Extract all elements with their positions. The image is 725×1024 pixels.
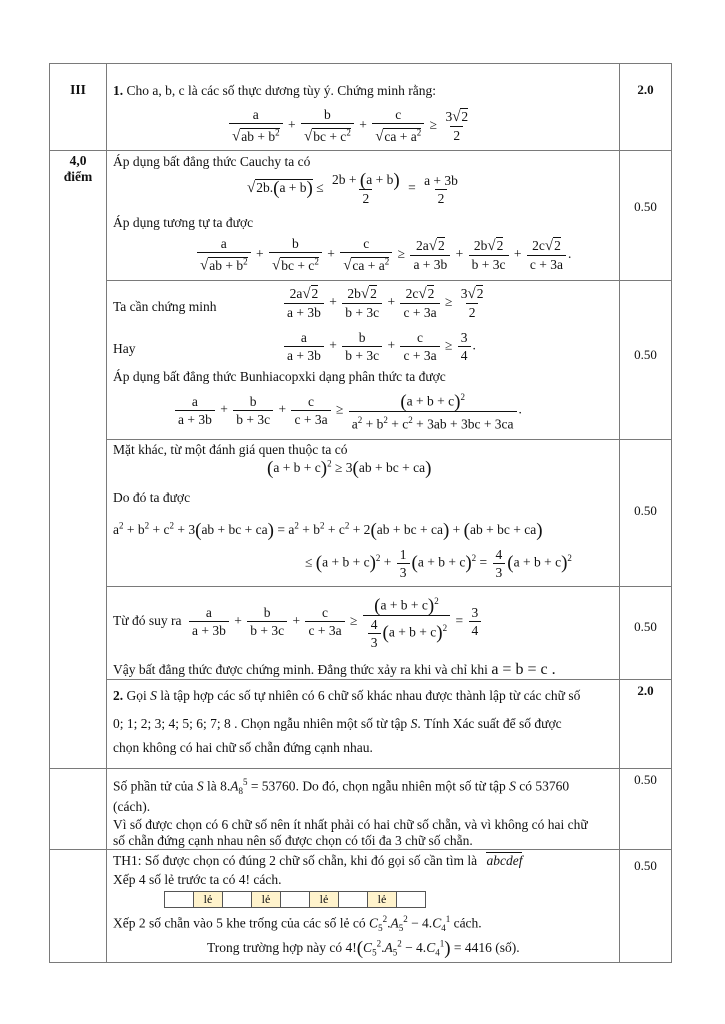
th1-total: Trong trường hợp này có $4!(C_5^2.A_5^2 - 4.C_4^1) = 4416$ (số). <box>207 938 520 959</box>
odd-slots-diagram <box>165 891 426 908</box>
answer-table <box>49 63 672 963</box>
q2-left-empty-cell <box>50 769 107 850</box>
step1-apply: Áp dụng tương tự ta được <box>113 215 254 230</box>
count-unit: (cách). <box>113 799 151 814</box>
slot-empty <box>280 891 310 908</box>
step3-score: 0.50 <box>634 503 657 518</box>
section-roman: III <box>70 82 86 97</box>
step1-score-cell <box>620 151 672 281</box>
step3-doda: Do đó ta được <box>113 490 191 505</box>
points-unit: điểm <box>63 169 93 184</box>
th1-left-empty-cell <box>50 850 107 963</box>
section-number-cell <box>50 64 107 151</box>
q2-prompt-line3: chọn không có hai chữ số chẵn đứng cạnh nhau. <box>113 740 373 755</box>
th1-even: Xếp 2 số chẵn vào 5 khe trống của các số lẻ có $C_5^2.A_5^2 - 4.C_4^1$ cách. <box>113 914 482 934</box>
reason-line1: Vì số được chọn có 6 chữ số nên ít nhất phải có hai chữ số chẵn, và vì không có hai chữ <box>113 817 588 832</box>
q2-prompt-line1: 2. Gọi S là tập hợp các số tự nhiên có 6 chữ số khác nhau được thành lập từ các chữ số <box>113 688 581 703</box>
q1-statement-cell <box>107 64 620 151</box>
q2-score: 2.0 <box>637 683 654 698</box>
count-line: Số phần tử của S là $8.A_8^5 = 53760$. Do đó, chọn ngẫu nhiên một số từ tập S có 53760 <box>113 777 570 797</box>
points-score: 4,0 <box>69 153 87 168</box>
cauchy-inequality: √2b.(a + b) ≤ $\frac{2b + (a + b)}{2}$ = $\frac{a + 3b}{2}$ <box>247 170 458 206</box>
step4-score: 0.50 <box>634 619 657 634</box>
slot-empty <box>222 891 252 908</box>
step1-title: Áp dụng bất đẳng thức Cauchy ta có <box>113 154 311 169</box>
final-inequality: $\frac{a}{a + 3b}$ + $\frac{b}{b + 3c}$ + $\frac{c}{c + 3a}$ ≥ $(a + b + c)^2$ $\frac{4}{3}$ $(a + b + c)^2$ = $\frac{3}{4}$ <box>187 593 483 651</box>
th1-line: TH1: Số được chọn có đúng 2 chữ số chẵn, khi đó gọi số cần tìm là abcdef <box>113 853 523 868</box>
step1-score: 0.50 <box>634 199 657 214</box>
expansion-line1: $a^2 + b^2 + c^2 + 3(ab$ + bc + $ca) = a^2 + b^2 + c^2 + 2(ab$ + bc + ca) + (ab + bc + ca) <box>113 520 543 541</box>
slot-odd: lẻ <box>309 891 339 908</box>
q1-step2-cell <box>107 281 620 440</box>
count-score-cell <box>620 769 672 850</box>
q1-step1-cell <box>107 151 620 281</box>
q1-score-cell <box>620 64 672 151</box>
q2-statement-cell <box>107 680 620 769</box>
step4-score-cell <box>620 587 672 680</box>
step2-bunh: Áp dụng bất đẳng thức Bunhiacopxki dạng phân thức ta được <box>113 369 446 384</box>
q2-count-cell <box>107 769 620 850</box>
target-inequality: $\frac{2a√2}{a + 3b}$ + $\frac{2b√2}{b + 3c}$ + $\frac{2c√2}{c + 3a}$ ≥ $\frac{3√2}{2}$ <box>282 285 488 321</box>
bunhiacopxki-inequality: $\frac{a}{a + 3b}$ + $\frac{b}{b + 3c}$ + $\frac{c}{c + 3a}$ ≥ $\frac{(a + b + c)^2}{a^2 + b^2 + c^2 + 3ab + 3bc + 3ca}$ . <box>173 389 522 432</box>
th1-arrange: Xếp 4 số lẻ trước ta có 4! cách. <box>113 872 282 887</box>
q1-step4-cell <box>107 587 620 680</box>
q1-score: 2.0 <box>637 82 654 97</box>
applied-inequality: $\frac{a}{√ab + b^2}$ + $\frac{b}{√bc + c^2}$ + $\frac{c}{√ca + a^2}$ ≥ $\frac{2a√2}{a + 3b}$ + $\frac{2b√2}{b + 3c}$ + $\frac{2c√2}{c + 3a}$ . <box>195 235 571 275</box>
slot-empty <box>396 891 426 908</box>
th1-score-cell <box>620 850 672 963</box>
reason-line2: số chẵn đứng cạnh nhau nên số được chọn có tối đa 3 chữ số chẵn. <box>113 833 473 848</box>
step2-score: 0.50 <box>634 347 657 362</box>
step2-hay: Hay <box>113 341 136 356</box>
count-score: 0.50 <box>634 772 657 787</box>
known-inequality: $(a + b + c)^2 \ge 3(ab$ + bc + ca) <box>267 458 432 479</box>
slot-odd: lẻ <box>251 891 281 908</box>
q1-prompt: 1. Cho a, b, c là các số thực dương tùy ý. Chứng minh rằng: <box>113 83 437 98</box>
slot-empty <box>164 891 194 908</box>
step3-title: Mặt khác, từ một đánh giá quen thuộc ta có <box>113 442 348 457</box>
q1-step3-cell <box>107 440 620 587</box>
q2-prompt-line2: 0; 1; 2; 3; 4; 5; 6; 7; 8 . Chọn ngẫu nhiên một số từ tập S. Tính Xác suất để số được <box>113 716 562 731</box>
step3-score-cell <box>620 440 672 587</box>
points-cell <box>50 151 107 769</box>
step2-score-cell <box>620 281 672 440</box>
th1-cell <box>107 850 620 963</box>
expansion-line2: ≤ $(a + b + c)^2$ + $\frac{1}{3}$ $(a + b + c)^2$ = $\frac{4}{3}$ $(a + b + c)^2$ <box>305 547 572 580</box>
slot-odd: lẻ <box>193 891 223 908</box>
step2-label: Ta cần chứng minh <box>113 299 217 314</box>
slot-odd: lẻ <box>367 891 397 908</box>
equivalent-inequality: $\frac{a}{a + 3b}$ + $\frac{b}{b + 3c}$ + $\frac{c}{c + 3a}$ ≥ $\frac{3}{4}$ . <box>282 329 476 364</box>
th1-score: 0.50 <box>634 858 657 873</box>
q2-score-cell <box>620 680 672 769</box>
slot-empty <box>338 891 368 908</box>
step4-conclusion: Vậy bất đẳng thức được chứng minh. Đẳng thức xảy ra khi và chỉ khi a = b = c . <box>113 661 556 678</box>
q1-main-inequality: $\frac{a}{√ab + b^2}$ + $\frac{b}{√bc + c^2}$ + $\frac{c}{√ca + a^2}$ ≥ $\frac{3√2}{2}$ <box>227 106 473 146</box>
step4-label: Từ đó suy ra <box>113 613 182 628</box>
